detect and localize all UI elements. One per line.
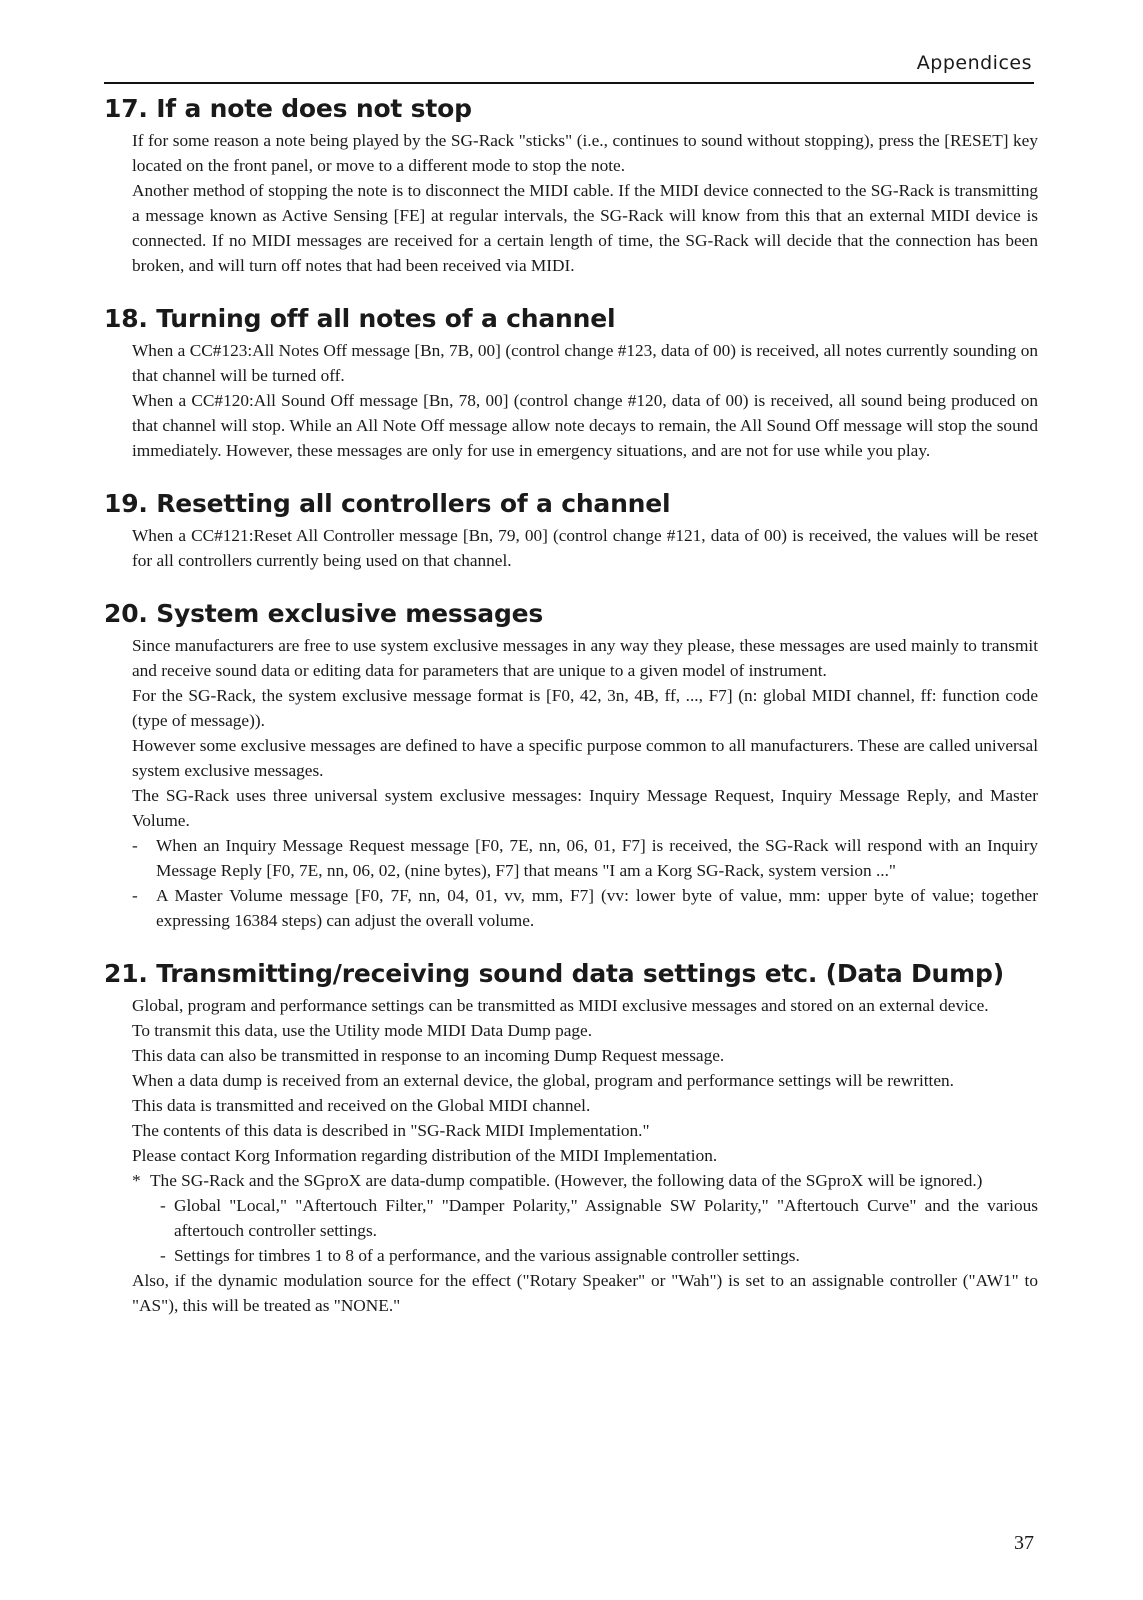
bullet-dash: - <box>132 886 138 905</box>
paragraph: However some exclusive messages are defined to have a specific purpose common to all manufacturers. These are called universal system exclusive messages. <box>132 736 1038 780</box>
paragraph: This data can also be transmitted in response to an incoming Dump Request message. <box>132 1046 725 1065</box>
paragraph: The contents of this data is described in "SG-Rack MIDI Implementation." <box>132 1121 650 1140</box>
paragraph: When a data dump is received from an external device, the global, program and performance settings will be rewritten. <box>132 1071 954 1090</box>
paragraph: When a CC#123:All Notes Off message [Bn, 7B, 00] (control change #123, data of 00) is received, all notes currently sounding on that channel will be turned off. <box>132 341 1038 385</box>
section-body <box>132 523 1038 573</box>
bullet-text: When an Inquiry Message Request message [F0, 7E, nn, 06, 01, F7] is received, the SG-Rack will respond with an Inquiry Message Reply [F0, 7E, nn, 06, 02, (nine bytes), F7] that means "I am a Korg SG-Rack, system version ..." <box>156 836 1038 880</box>
section-title: 17. If a note does not stop <box>104 94 472 123</box>
paragraph: Also, if the dynamic modulation source for the effect ("Rotary Speaker" or "Wah") is set to an assignable controller ("AW1" to "AS"), this will be treated as "NONE." <box>132 1271 1038 1315</box>
section-17 <box>104 92 1038 278</box>
bullet-text: A Master Volume message [F0, 7F, nn, 04, 01, vv, mm, F7] (vv: lower byte of value, mm: upper byte of value; together expressing 16384 steps) can adjust the overall volume. <box>156 886 1038 930</box>
section-title: 21. Transmitting/receiving sound data settings etc. (Data Dump) <box>104 959 1004 988</box>
section-body <box>132 993 1038 1318</box>
paragraph: Another method of stopping the note is to disconnect the MIDI cable. If the MIDI device connected to the SG-Rack is transmitting a message known as Active Sensing [FE] at regular intervals, the SG-Rack will know from this that an external MIDI device is connected. If no MIDI messages are received for a certain length of time, the SG-Rack will decide that the connection has been broken, and will turn off notes that had been received via MIDI. <box>132 181 1038 275</box>
sub-item <box>132 1193 1038 1243</box>
section-20 <box>104 597 1038 933</box>
sub-text: Global "Local," "Aftertouch Filter," "Damper Polarity," Assignable SW Polarity," "Aftertouch Curve" and the various aftertouch controller settings. <box>174 1196 1038 1240</box>
bullet-item <box>132 833 1038 883</box>
paragraph: For the SG-Rack, the system exclusive message format is [F0, 42, 3n, 4B, ff, ..., F7] (n: global MIDI channel, ff: function code (type of message)). <box>132 686 1038 730</box>
section-body <box>132 633 1038 933</box>
paragraph: The SG-Rack uses three universal system exclusive messages: Inquiry Message Request, Inquiry Message Reply, and Master Volume. <box>132 786 1038 830</box>
sub-text: Settings for timbres 1 to 8 of a performance, and the various assignable controller settings. <box>174 1246 800 1265</box>
note-text: The SG-Rack and the SGproX are data-dump compatible. (However, the following data of the SGproX will be ignored.) <box>150 1171 983 1190</box>
paragraph: Please contact Korg Information regarding distribution of the MIDI Implementation. <box>132 1146 718 1165</box>
section-body <box>132 128 1038 278</box>
page-content <box>104 92 1038 1342</box>
bullet-dash: - <box>132 836 138 855</box>
header-title: Appendices <box>916 52 1032 74</box>
paragraph: This data is transmitted and received on the Global MIDI channel. <box>132 1096 591 1115</box>
paragraph: Global, program and performance settings can be transmitted as MIDI exclusive messages and stored on an external device. <box>132 996 989 1015</box>
sub-item <box>132 1243 1038 1268</box>
paragraph: To transmit this data, use the Utility mode MIDI Data Dump page. <box>132 1021 593 1040</box>
sub-dash: - <box>160 1246 166 1265</box>
section-title: 19. Resetting all controllers of a channel <box>104 489 671 518</box>
paragraph: When a CC#121:Reset All Controller message [Bn, 79, 00] (control change #121, data of 00) is received, the values will be reset for all controllers currently being used on that channel. <box>132 526 1038 570</box>
note-asterisk: * <box>132 1171 141 1190</box>
section-21 <box>104 957 1038 1318</box>
section-title: 18. Turning off all notes of a channel <box>104 304 616 333</box>
sub-dash: - <box>160 1196 166 1215</box>
section-18 <box>104 302 1038 463</box>
section-title: 20. System exclusive messages <box>104 599 544 628</box>
paragraph: When a CC#120:All Sound Off message [Bn, 78, 00] (control change #120, data of 00) is received, all sound being produced on that channel will stop. While an All Note Off message allow note decays to remain, the All Sound Off message will stop the sound immediately. However, these messages are only for use in emergency situations, and are not for use while you play. <box>132 391 1038 460</box>
section-body <box>132 338 1038 463</box>
bullet-item <box>132 883 1038 933</box>
note-item <box>132 1168 1038 1193</box>
paragraph: If for some reason a note being played by the SG-Rack "sticks" (i.e., continues to sound without stopping), press the [RESET] key located on the front panel, or move to a different mode to stop the note. <box>132 131 1038 175</box>
page-header <box>104 52 1034 84</box>
section-19 <box>104 487 1038 573</box>
page-number: 37 <box>1014 1532 1034 1554</box>
paragraph: Since manufacturers are free to use system exclusive messages in any way they please, these messages are used mainly to transmit and receive sound data or editing data for parameters that are unique to a given model of instrument. <box>132 636 1038 680</box>
